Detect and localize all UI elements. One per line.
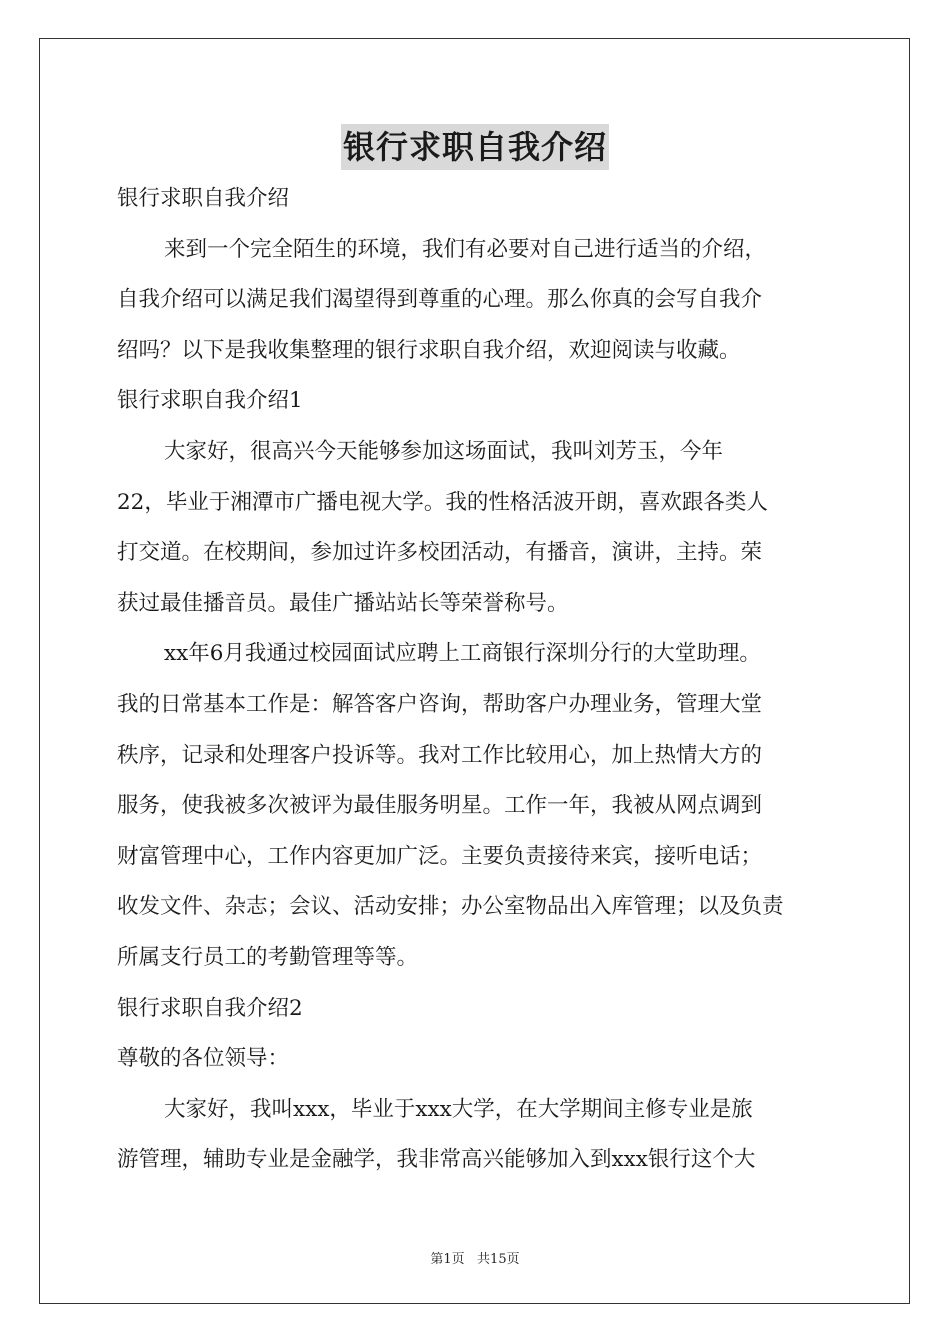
- text-line: 我的日常基本工作是：解答客户咨询，帮助客户办理业务，管理大堂: [117, 691, 763, 717]
- text-line: 获过最佳播音员。最佳广播站站长等荣誉称号。: [117, 590, 569, 616]
- text-line: 自我介绍可以满足我们渴望得到尊重的心理。那么你真的会写自我介: [117, 287, 763, 313]
- document-body: [117, 174, 835, 1186]
- text-line: 银行求职自我介绍1: [117, 388, 303, 414]
- document-title: 银行求职自我介绍: [341, 124, 609, 170]
- title-container: [0, 124, 950, 170]
- text-line: 22，毕业于湘潭市广播电视大学。我的性格活波开朗，喜欢跟各类人: [117, 489, 768, 515]
- text-line: 银行求职自我介绍2: [117, 995, 303, 1021]
- text-line: 游管理，辅助专业是金融学，我非常高兴能够加入到xxx银行这个大: [117, 1147, 756, 1173]
- page-footer: 第1页 共15页: [430, 1252, 520, 1267]
- text-line: 来到一个完全陌生的环境，我们有必要对自己进行适当的介绍，: [164, 236, 767, 262]
- text-line: 打交道。在校期间，参加过许多校团活动，有播音，演讲，主持。荣: [117, 540, 763, 566]
- text-line: 服务，使我被多次被评为最佳服务明星。工作一年，我被从网点调到: [117, 793, 763, 819]
- text-line: 秩序，记录和处理客户投诉等。我对工作比较用心，加上热情大方的: [117, 742, 763, 768]
- text-line: 尊敬的各位领导：: [117, 1046, 290, 1072]
- text-line: xx年6月我通过校园面试应聘上工商银行深圳分行的大堂助理。: [164, 641, 761, 667]
- text-line: 大家好，我叫xxx，毕业于xxx大学，在大学期间主修专业是旅: [164, 1096, 753, 1122]
- text-line: 银行求职自我介绍: [117, 186, 290, 211]
- text-line: 所属支行员工的考勤管理等等。: [117, 944, 419, 970]
- text-line: 绍吗？以下是我收集整理的银行求职自我介绍，欢迎阅读与收藏。: [117, 337, 741, 363]
- text-line: 财富管理中心，工作内容更加广泛。主要负责接待来宾，接听电话；: [117, 843, 763, 869]
- text-line: 大家好，很高兴今天能够参加这场面试，我叫刘芳玉，今年: [164, 438, 724, 464]
- text-line: 收发文件、杂志；会议、活动安排；办公室物品出入库管理；以及负责: [117, 894, 784, 920]
